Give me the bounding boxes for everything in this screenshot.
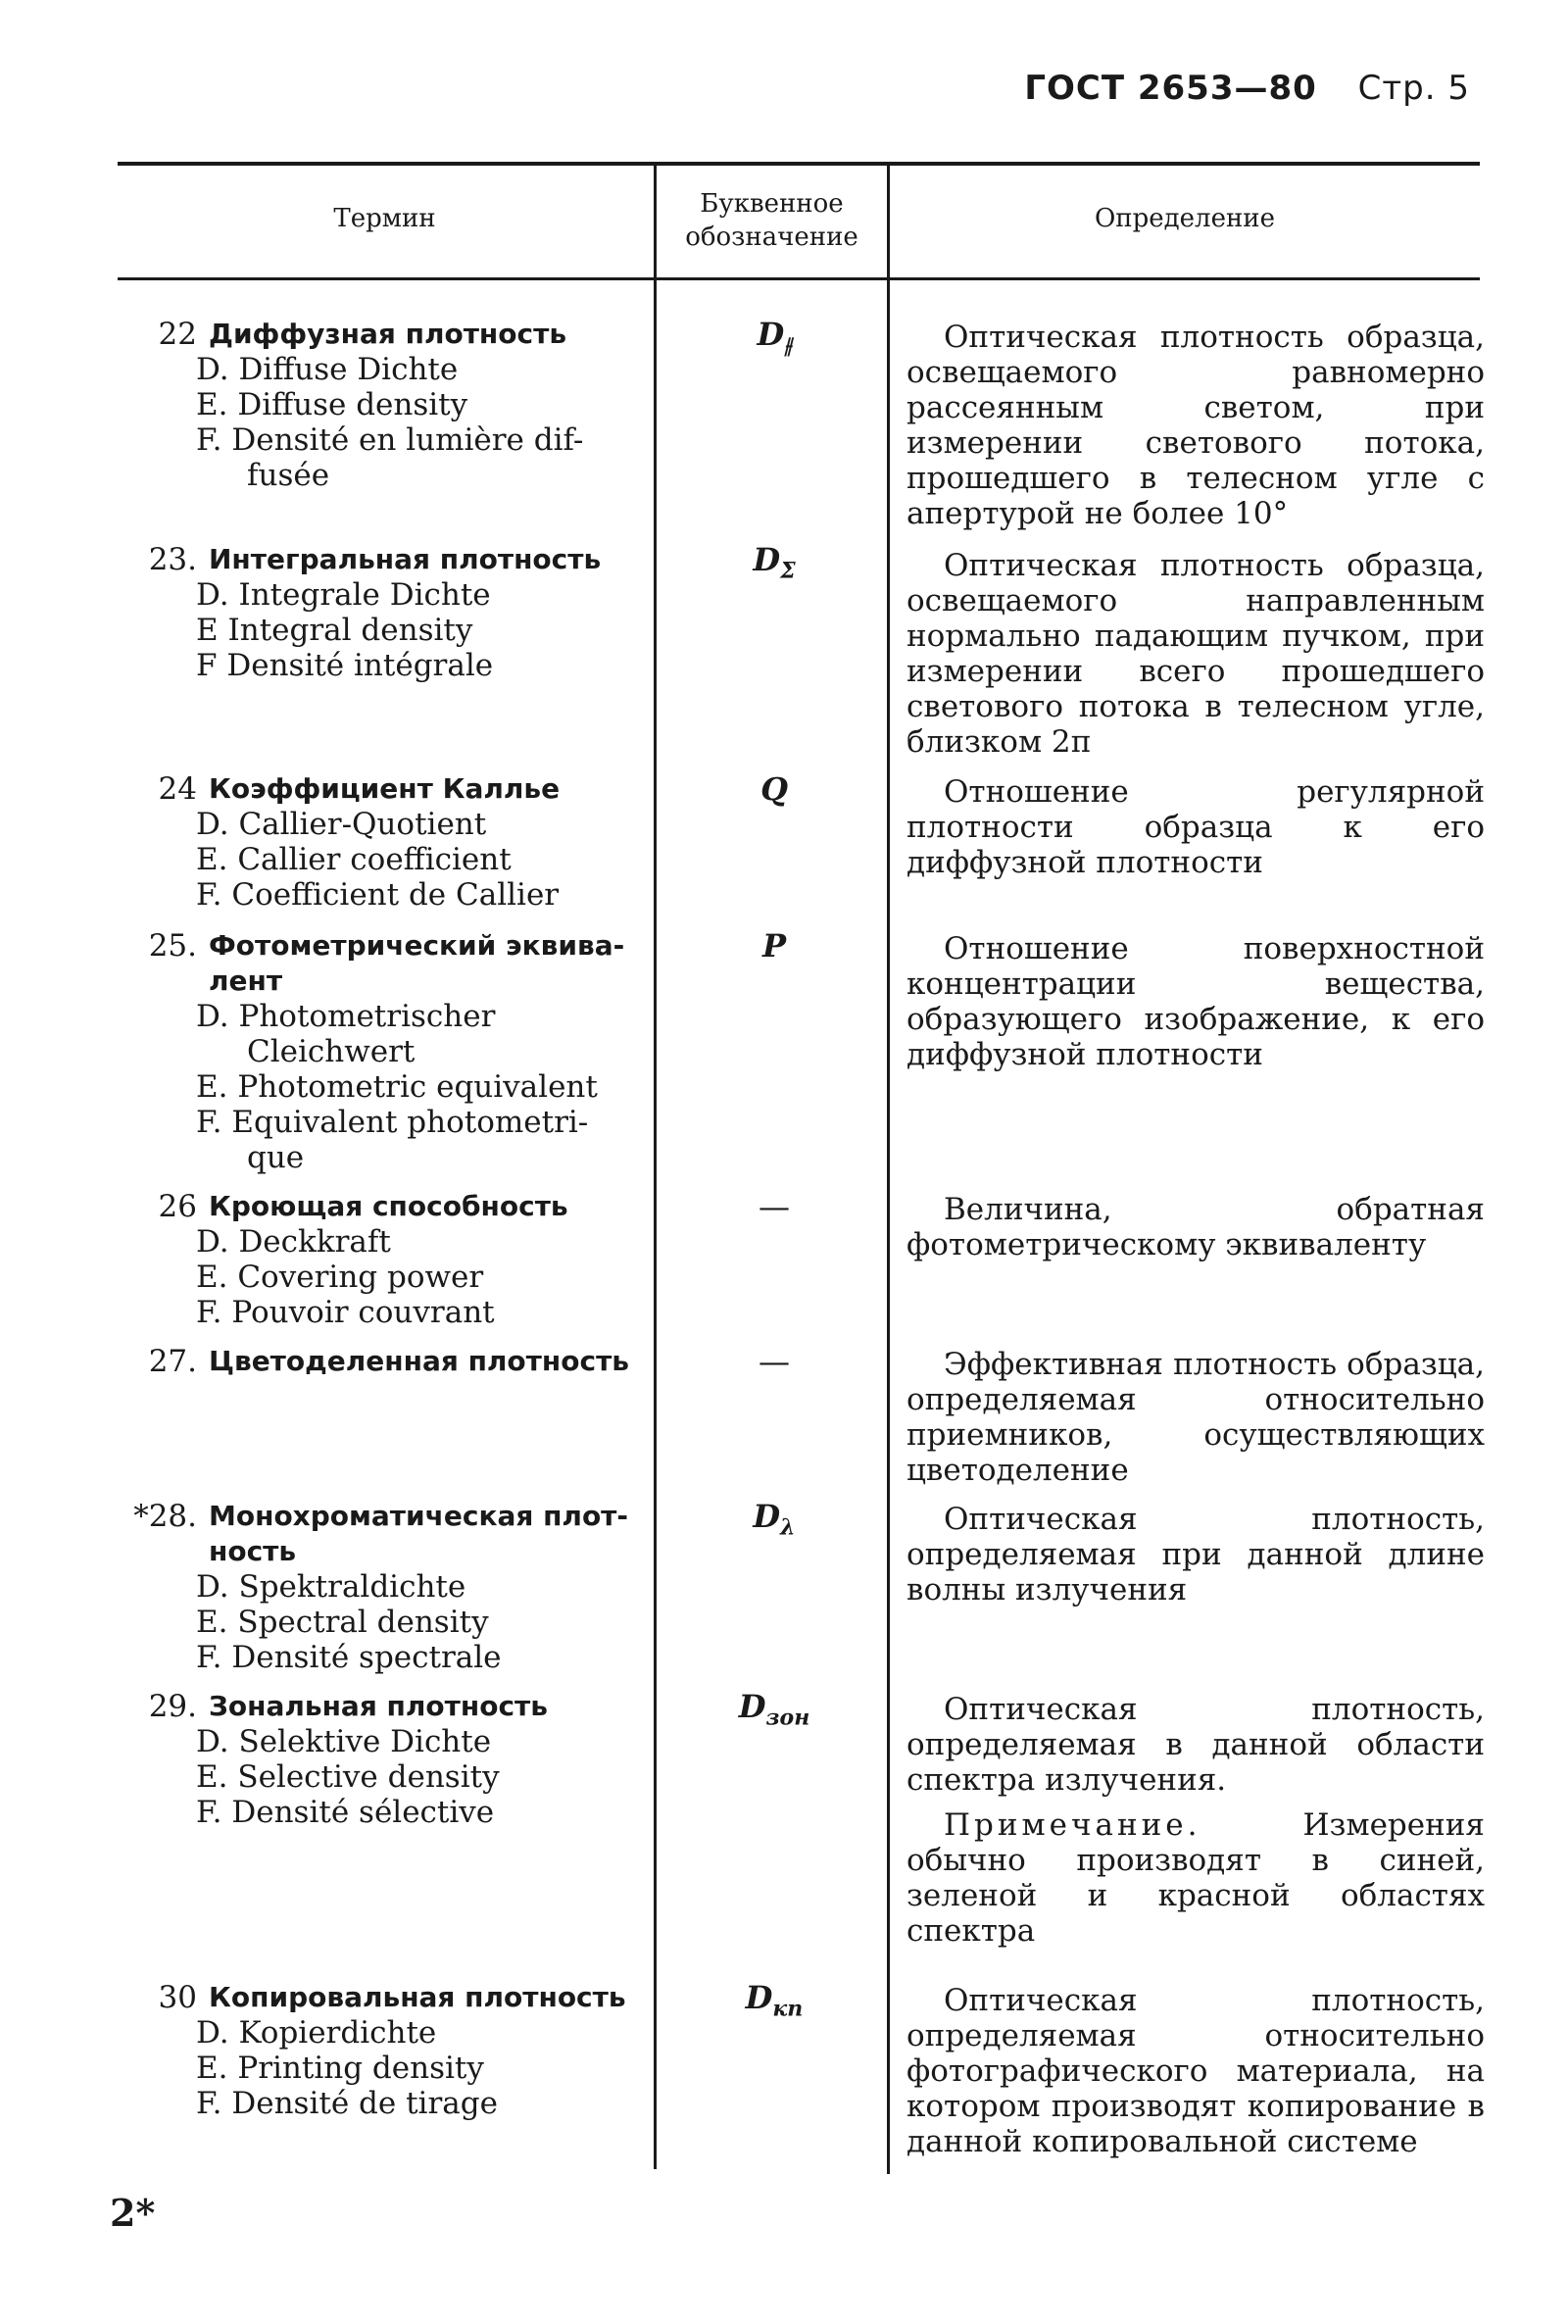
term-translations [122, 999, 642, 1175]
term-definition: Отношение поверхностной концентрации вещества, образующего изображение, к его диффузной плотности [906, 931, 1485, 1072]
term-name: Диффузная плотность [209, 318, 567, 350]
translation-en: E. Covering power [196, 1260, 484, 1295]
footer-signature-mark: 2* [110, 2191, 156, 2235]
column-header-symbol [657, 187, 887, 254]
table-row [122, 1689, 642, 1830]
note-text: Измерения обычно производят в синей, зеленой и красной областях спектра [906, 1807, 1485, 1949]
term-translations [122, 2015, 642, 2121]
term-name: Кроющая способность [209, 1190, 568, 1222]
translation-de: D. Callier-Quotient [196, 807, 487, 842]
term-symbol: $D_⫲$ [757, 316, 792, 359]
translation-fr: F. Densité en lumière dif- [196, 422, 584, 458]
term-definition: Оптическая плотность, определяемая при данной длине волны излучения [906, 1502, 1485, 1607]
page-header [1024, 69, 1470, 108]
table-row [122, 1189, 642, 1330]
translation-fr: F Densité intégrale [196, 648, 494, 683]
table-row [122, 542, 642, 683]
term-number: 27. [148, 1344, 197, 1379]
translation-en: E. Printing density [196, 2051, 484, 2086]
column-header-term: Термин [333, 204, 436, 233]
column-divider-1 [654, 165, 657, 2169]
term-name: Зональная плотность [209, 1690, 548, 1722]
translation-de: D. Spektraldichte [196, 1569, 466, 1605]
term-translations [122, 352, 642, 493]
translation-de: D. Diffuse Dichte [196, 352, 459, 387]
term-number: 30 [158, 1980, 197, 2015]
translation-en: E. Callier coefficient [196, 842, 512, 877]
column-header-symbol-line2: обозначение [685, 223, 858, 252]
table-row [122, 1980, 642, 2121]
table-row [122, 771, 642, 913]
term-name-line2: ность [209, 1535, 297, 1567]
translation-fr: F. Pouvoir couvrant [196, 1295, 495, 1330]
translation-en: E. Spectral density [196, 1605, 489, 1640]
column-header-definition: Определение [1094, 204, 1276, 233]
column-divider-2 [887, 165, 890, 2174]
note [906, 1807, 1485, 1949]
translation-de: D. Deckkraft [196, 1224, 391, 1260]
term-symbol: Q [760, 770, 788, 808]
term-definition: Величина, обратная фотометрическому эквиваленту [906, 1192, 1485, 1262]
term-number: 26 [158, 1189, 197, 1224]
translation-en: E Integral density [196, 613, 473, 648]
term-number: *28. [133, 1499, 197, 1534]
translation-de-cont: Cleichwert [247, 1034, 416, 1069]
translation-de: D. Photometrischer [196, 999, 496, 1034]
term-translations [122, 1224, 642, 1330]
term-symbol: $D_\Sigma$ [753, 541, 796, 584]
translation-de: D. Kopierdichte [196, 2015, 437, 2051]
term-symbol: — [759, 1343, 790, 1380]
translation-de: D. Selektive Dichte [196, 1724, 492, 1759]
term-definition: Отношение регулярной плотности образца к его диффузной плотности [906, 774, 1485, 880]
term-symbol: $D_{кп}$ [745, 1979, 804, 2022]
page-number: Стр. 5 [1357, 69, 1470, 108]
term-number: 22 [158, 317, 197, 352]
term-name: Интегральная плотность [209, 543, 602, 575]
term-name-line1: Фотометрический эквива- [209, 929, 625, 962]
translation-fr: F. Equivalent photometri- [196, 1105, 589, 1140]
term-symbol: — [759, 1188, 790, 1225]
translation-en: E. Photometric equivalent [196, 1069, 598, 1105]
term-definition: Оптическая плотность, определяемая в данной области спектра излучения. Примечание. Измерения обычно производят в синей, зеленой и красной областях спектра [906, 1692, 1485, 1949]
table-row [122, 928, 642, 1175]
term-translations [122, 1724, 642, 1830]
translation-en: E. Diffuse density [196, 387, 468, 422]
translation-fr-cont: fusée [247, 458, 330, 493]
table-row [122, 317, 642, 493]
term-number: 23. [148, 542, 197, 577]
translation-fr: F. Densité de tirage [196, 2086, 498, 2121]
standard-number: ГОСТ 2653—80 [1024, 69, 1317, 108]
table-row [122, 1499, 642, 1675]
column-header-symbol-line1: Буквенное [700, 189, 844, 219]
term-number: 24 [158, 771, 197, 807]
term-name-line1: Монохроматическая плот- [209, 1500, 629, 1532]
term-name-line2: лент [209, 964, 283, 997]
term-translations [122, 1569, 642, 1675]
term-name: Коэффициент Каллье [209, 772, 561, 805]
term-definition: Оптическая плотность образца, освещаемого равномерно рассеянным светом, при измерении светового потока, прошедшего в телесном угле с апертурой не более 10° [906, 320, 1485, 531]
term-symbol: $D_\lambda$ [753, 1498, 796, 1541]
term-definition: Оптическая плотность образца, освещаемого направленным нормально падающим пучком, при измерении всего прошедшего светового потока в телесном угле, близком 2π [906, 548, 1485, 760]
term-number: 25. [148, 928, 197, 964]
term-translations [122, 577, 642, 683]
term-number: 29. [148, 1689, 197, 1724]
term-symbol: P [761, 927, 787, 964]
term-name: Цветоделенная плотность [209, 1345, 629, 1377]
translation-fr: F. Coefficient de Callier [196, 877, 560, 913]
term-symbol: $D_{зон}$ [738, 1688, 810, 1731]
translation-en: E. Selective density [196, 1759, 500, 1795]
table-top-rule [118, 162, 1480, 166]
translation-fr-cont: que [247, 1140, 305, 1175]
term-definition: Оптическая плотность, определяемая относительно фотографического материала, на котором производят копирование в данной копировальной системе [906, 1983, 1485, 2159]
table-header-rule [118, 277, 1480, 280]
translation-fr: F. Densité sélective [196, 1795, 495, 1830]
term-translations [122, 807, 642, 913]
table-row [122, 1344, 642, 1379]
note-label: Примечание. [944, 1807, 1201, 1843]
term-name: Копировальная плотность [209, 1981, 626, 2013]
translation-de: D. Integrale Dichte [196, 577, 491, 613]
term-definition: Эффективная плотность образца, определяемая относительно приемников, осуществляющих цветоделение [906, 1347, 1485, 1488]
translation-fr: F. Densité spectrale [196, 1640, 502, 1675]
